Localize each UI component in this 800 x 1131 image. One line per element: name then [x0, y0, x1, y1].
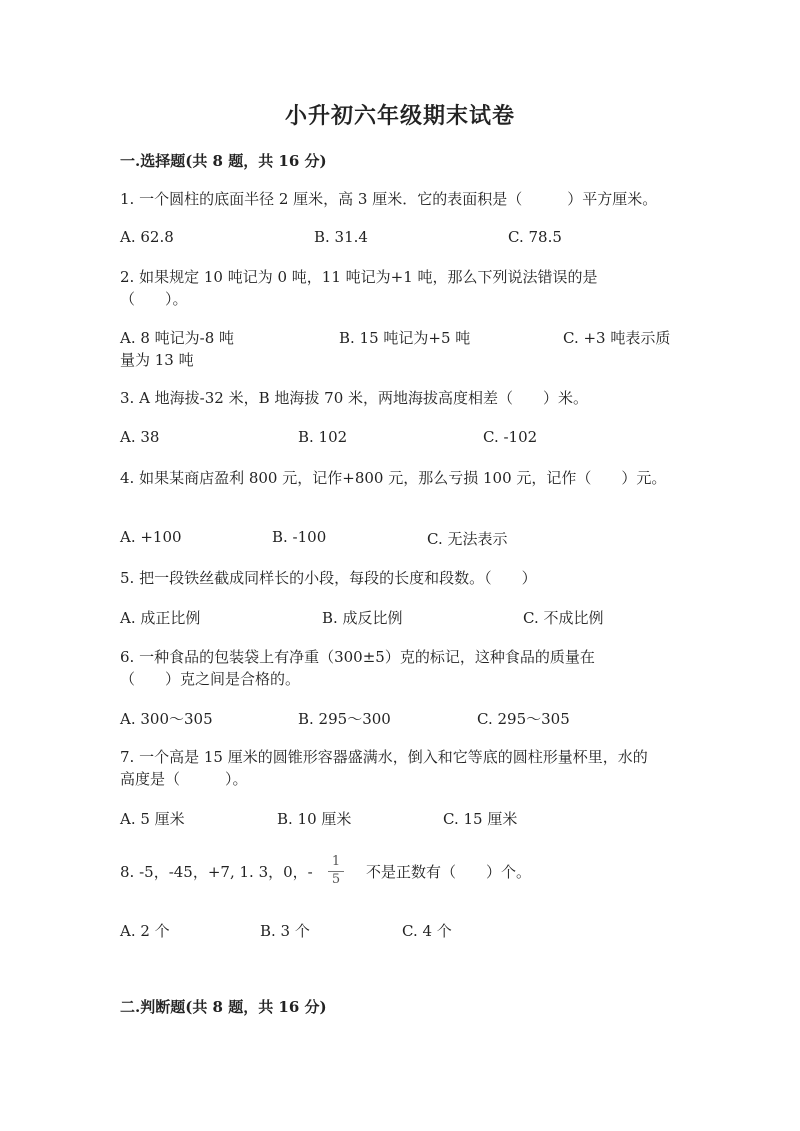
question-2-option-a: A. 8 吨记为-8 吨 — [120, 329, 235, 347]
question-7-option-b: B. 10 厘米 — [277, 810, 352, 828]
question-1: 1. 一个圆柱的底面半径 2 厘米，高 3 厘米．它的表面积是（ ）平方厘米。 — [120, 190, 658, 208]
question-6: 6. 一种食品的包装袋上有净重（300±5）克的标记，这种食品的质量在 — [120, 648, 595, 666]
question-5-option-a: A. 成正比例 — [120, 609, 201, 627]
section-heading-judgment: 二.判断题(共 8 题，共 16 分) — [120, 998, 327, 1016]
question-8-option-c: C. 4 个 — [402, 922, 452, 940]
question-1-option-a: A. 62.8 — [120, 228, 174, 246]
question-3-option-a: A. 38 — [120, 428, 160, 446]
question-5-option-c: C. 不成比例 — [523, 609, 604, 627]
question-2-line-2: （ ）。 — [120, 290, 188, 308]
question-4: 4. 如果某商店盈利 800 元，记作+800 元，那么亏损 100 元，记作（ ）元。 — [120, 469, 667, 487]
question-4-option-c: C. 无法表示 — [427, 530, 508, 548]
question-7: 7. 一个高是 15 厘米的圆锥形容器盛满水，倒入和它等底的圆柱形量杯里，水的 — [120, 748, 648, 766]
question-3: 3. A 地海拔-32 米，B 地海拔 70 米，两地海拔高度相差（ ）米。 — [120, 389, 589, 407]
question-8: 8. -5，-45，+7, 1. 3，0，- — [120, 863, 313, 881]
section-heading-choice: 一.选择题(共 8 题，共 16 分) — [120, 152, 327, 170]
question-6-line-2: （ ）克之间是合格的。 — [120, 670, 301, 688]
question-1-option-b: B. 31.4 — [314, 228, 368, 246]
question-2-option-c: C. +3 吨表示质 — [563, 329, 671, 347]
question-4-option-a: A. +100 — [120, 528, 182, 546]
question-3-option-b: B. 102 — [298, 428, 348, 446]
page-title: 小升初六年级期末试卷 — [284, 103, 515, 129]
question-8-tail: 不是正数有（ ）个。 — [366, 863, 532, 881]
question-4-option-b: B. -100 — [272, 528, 327, 546]
question-2-option-b: B. 15 吨记为+5 吨 — [339, 329, 471, 347]
question-6-option-b: B. 295～300 — [298, 710, 391, 728]
question-7-option-c: C. 15 厘米 — [443, 810, 518, 828]
question-7-line-2: 高度是（ ）。 — [120, 770, 248, 788]
question-1-option-c: C. 78.5 — [508, 228, 562, 246]
question-8-option-b: B. 3 个 — [260, 922, 310, 940]
question-2-option-c-wrap: 量为 13 吨 — [120, 351, 194, 369]
question-5: 5. 把一段铁丝截成同样长的小段，每段的长度和段数。（ ） — [120, 569, 537, 587]
question-5-option-b: B. 成反比例 — [322, 609, 403, 627]
question-8-option-a: A. 2 个 — [120, 922, 170, 940]
question-6-option-c: C. 295～305 — [477, 710, 570, 728]
question-2: 2. 如果规定 10 吨记为 0 吨，11 吨记为+1 吨，那么下列说法错误的是 — [120, 268, 598, 286]
question-6-option-a: A. 300～305 — [120, 710, 213, 728]
fraction-denominator: 5 — [331, 872, 341, 887]
fraction-one-fifth — [326, 854, 346, 888]
fraction-numerator: 1 — [331, 854, 341, 869]
question-7-option-a: A. 5 厘米 — [120, 810, 185, 828]
question-3-option-c: C. -102 — [483, 428, 538, 446]
